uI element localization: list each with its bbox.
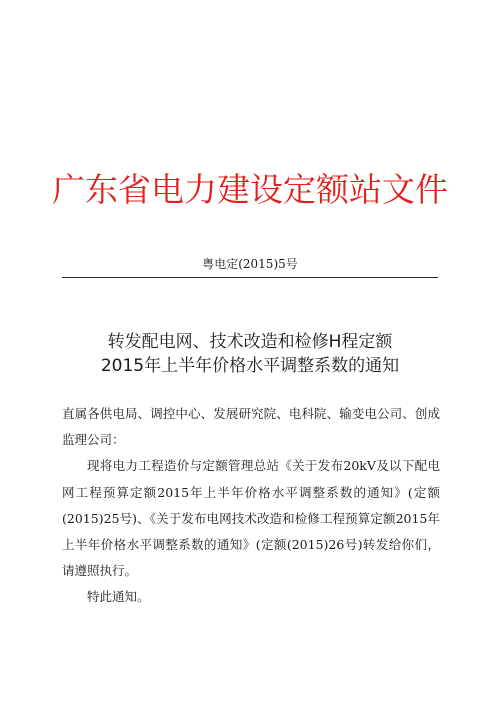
body-paragraph: 现将电力工程造价与定额管理总站《关于发布20kV及以下配电网工程预算定额2015年上半年价格水平调整系数的通知》(定额(2015)25号)、《关于发布电网技术改造和检修工程预算定额2015年上半年价格水平调整系数的通知》(定额(2015)26号)转发给你们，请遵照执行。 xyxy=(62,458,440,579)
title-line-2: 2015年上半年价格水平调整系数的通知 xyxy=(100,356,400,376)
title-line-1: 转发配电网、技术改造和检修H程定额 xyxy=(107,332,393,352)
header-divider-line xyxy=(62,277,438,278)
document-title xyxy=(0,330,500,378)
closing-line: 特此通知。 xyxy=(87,589,150,605)
document-body xyxy=(62,401,440,611)
salutation: 直属各供电局、调控中心、发展研究院、电科院、输变电公司、创成监理公司： xyxy=(62,406,440,448)
document-number: 粤电定(2015)5号 xyxy=(202,257,298,271)
issuing-authority-header: 广东省电力建设定额站文件 xyxy=(52,170,448,209)
